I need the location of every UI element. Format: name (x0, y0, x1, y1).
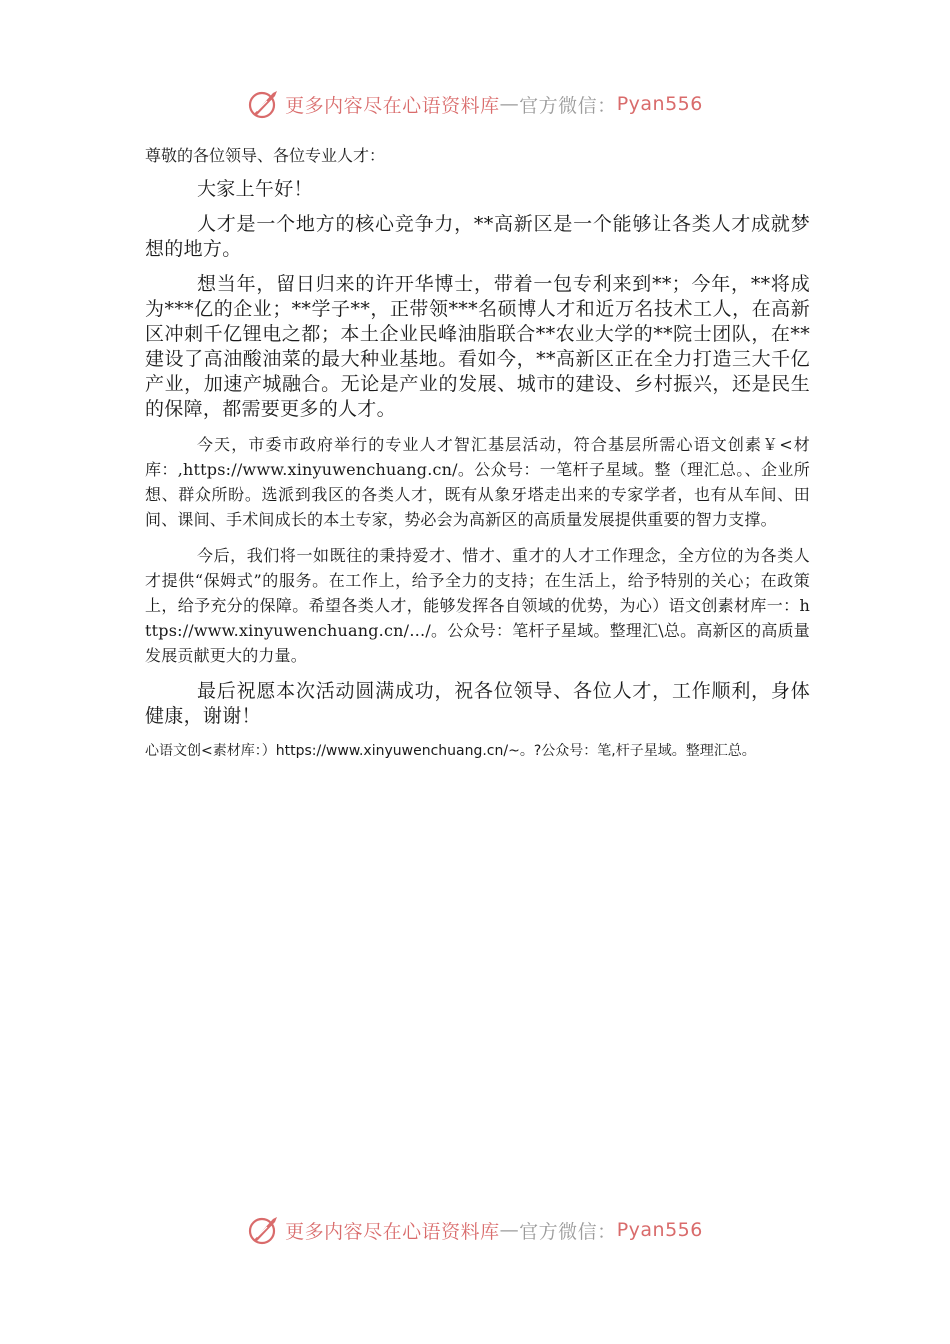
footnote-text: 心语文创<素材库：）https://www.xinyuwenchuang.cn/~。?公众号：笔,杆子星域。整理汇总。 (145, 743, 756, 759)
paragraph-talent-core: 人才是一个地方的核心竞争力，**高新区是一个能够让各类人才成就梦想的地方。 (145, 213, 810, 260)
paragraph-future: 今后，我们将一如既往的秉持爱才、惜才、重才的人才工作理念，全方位的为各类人才提供“保姆式”的服务。在工作上，给予全力的支持；在生活上，给予特别的关心；在政策上，给予充分的保障。希望各类人才，能够发挥各自领域的优势，为心）语文创素材库一：https://www.xinyuwenchuang.cn/…/。公众号：笔杆子星域。整理汇\总。高新区的高质量发展贡献更大的力量。 (145, 546, 810, 665)
quill-pen-circle-icon (247, 87, 281, 121)
banner-wechat-id: Pyan556 (616, 93, 703, 115)
paragraph-today: 今天，市委市政府举行的专业人才智汇基层活动，符合基层所需心语文创素￥<材库：,https://www.xinyuwenchuang.cn/。公众号：一笔杆子星域。整（理汇总。、企业所想、群众所盼。选派到我区的各类人才，既有从象牙塔走出来的专家学者，也有从车间、田间、课间、手术间成长的本土专家，势必会为高新区的高质量发展提供重要的智力支撑。 (145, 435, 810, 529)
paragraph-closing: 最后祝愿本次活动圆满成功，祝各位领导、各位人才，工作顺利，身体健康，谢谢！ (145, 680, 810, 727)
banner-label: 官方微信： (519, 1220, 617, 1243)
paragraph-history: 想当年，留日归来的许开华博士，带着一包专利来到**；今年，**将成为***亿的企业；**学子**，正带领***名硕博人才和近万名技术工人，在高新区冲刺千亿锂电之都；本土企业民峰油脂联合**农业大学的**院士团队，在**建设了高油酸油菜的最大种业基地。看如今，**高新区正在全力打造三大千亿产业，加速产城融合。无论是产业的发展、城市的建设、乡村振兴，还是民生的保障，都需要更多的人才。 (145, 273, 810, 420)
header-banner (0, 84, 950, 124)
paragraph-salutation: 大家上午好！ (197, 178, 313, 200)
banner-prefix: 更多内容尽在心语资料库 (285, 94, 500, 117)
greeting-line: 尊敬的各位领导、各位专业人才： (145, 146, 386, 165)
banner-dash: — (499, 93, 520, 115)
banner-dash: — (499, 1219, 520, 1241)
document-body (145, 143, 810, 763)
banner-label: 官方微信： (519, 94, 617, 117)
banner-prefix: 更多内容尽在心语资料库 (285, 1220, 500, 1243)
quill-pen-circle-icon (247, 1213, 281, 1247)
banner-wechat-id: Pyan556 (616, 1219, 703, 1241)
footer-banner (0, 1210, 950, 1250)
